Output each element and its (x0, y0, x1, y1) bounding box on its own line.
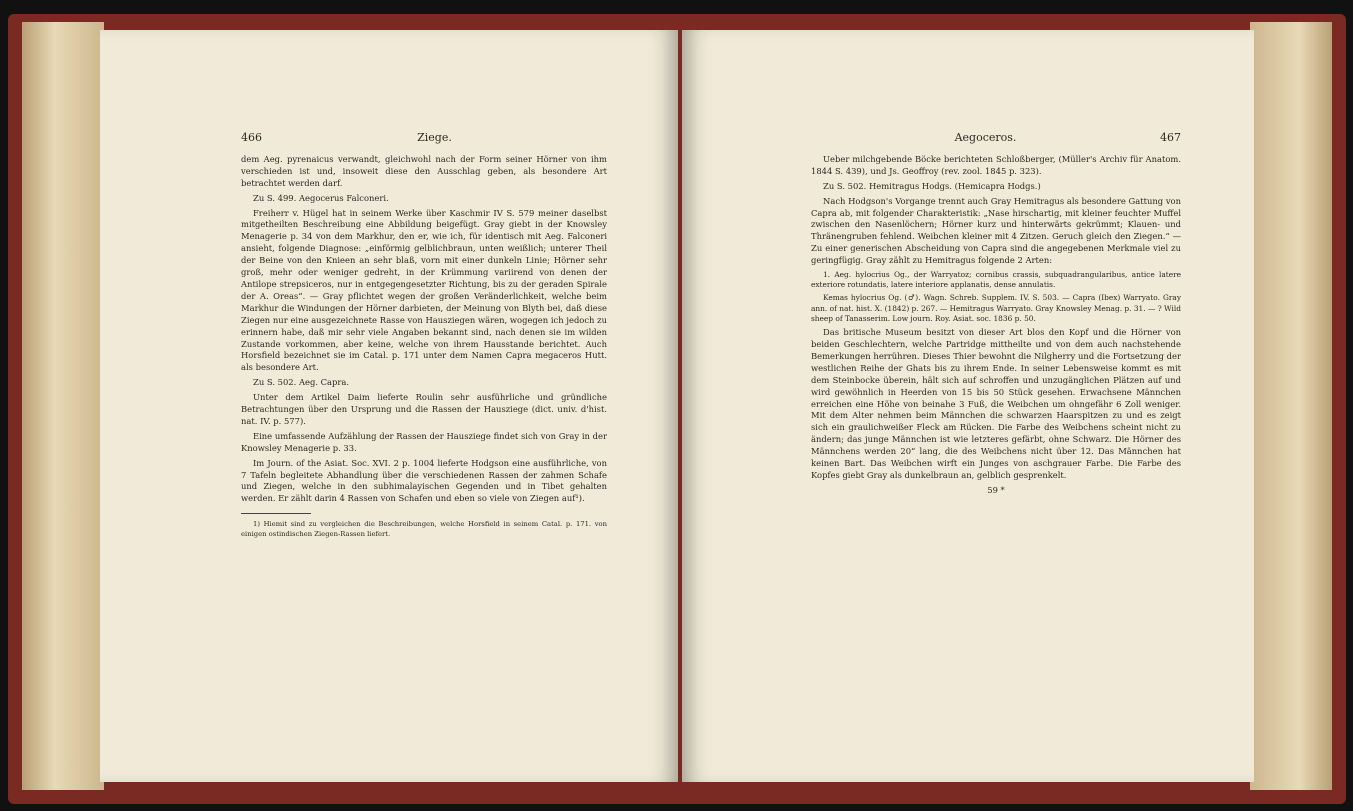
page-edges-right (1250, 22, 1332, 790)
running-head: Ziege. (417, 131, 452, 144)
synonymy: Kemas hylocrius Og. (♂). Wagn. Schreb. Supplem. IV. S. 503. — Capra (Ibex) Warryato. Gray ann. of nat. hist. X. (1842) p. 267. — Hemitragus Warryato. Gray Knowsley Menag. p. 31. — ? Wild sheep of Tanasserim. Low journ. Roy. Asiat. soc. 1836 p. 50. (811, 293, 1181, 323)
paragraph: Freiherr v. Hügel hat in seinem Werke über Kaschmir IV S. 579 meiner daselbst mitgetheilten Beschreibung eine Abbildung beigefügt. Gray giebt in der Knowsley Menagerie p. 34 von dem Markhur, den er, wie ich, für identisch mit Aeg. Falconeri ansieht, folgende Diagnose: „einförmig gelblichbraun, unten weißlich; unterer Theil der Beine von den Knieen an sehr blaß, vorn mit einer dunkeln Linie; Hörner sehr groß, mehr oder weniger gedreht, in der Krümmung variirend von denen der Antilope strepsiceros, nur in entgegengesetzter Richtung, bis zu der geraden Spirale der A. Oreas“. — Gray pflichtet wegen der großen Veränderlichkeit, welche beim Markhur die Windungen der Hörner darbieten, der Meinung von Blyth bei, daß diese Ziegen nur eine ausgezeichnete Rasse von Hausziegen wären, wogegen ich jedoch zu erinnern habe, daß mir sehr viele Angaben bekannt sind, nach denen sie im wilden Zustande vorkommen, aber keine, welche von ihrem Hausstande berichtet. Auch Horsfield bezeichnet sie im Catal. p. 171 unter dem Namen Capra megaceros Hutt. als besondere Art. (241, 207, 607, 373)
left-page (100, 30, 678, 782)
right-page-content (811, 132, 1181, 497)
paragraph: Unter dem Artikel Daim lieferte Roulin sehr ausführliche und gründliche Betrachtungen über den Ursprung und die Rassen der Hausziege (dict. univ. d'hist. nat. IV. p. 577). (241, 392, 607, 426)
footnote-rule (241, 513, 311, 514)
paragraph: Ueber milchgebende Böcke berichteten Schloßberger, (Müller's Archiv für Anatom. 1844 S. 439), und Js. Geoffroy (rev. zool. 1845 p. 323). (811, 153, 1181, 176)
section-heading: Zu S. 499. Aegocerus Falconeri. (253, 192, 389, 203)
paragraph: Eine umfassende Aufzählung der Rassen der Hausziege findet sich von Gray in der Knowsley Menagerie p. 33. (241, 430, 607, 453)
paragraph: Das britische Museum besitzt von dieser Art blos den Kopf und die Hörner von beiden Geschlechtern, welche Partridge mittheilte und von dem auch nachstehende Bemerkungen herrühren. Dieses Thier bewohnt die Nilgherry und die Fortsetzung der westlichen Reihe der Ghats bis zu ihrem Ende. In seiner Lebensweise kommt es mit dem Steinbocke überein, hält sich auf schroffen und unzugänglichen Plätzen auf und wird gewöhnlich in Heerden von 15 bis 50 Stück gesehen. Erwachsene Männchen erreichen eine Höhe von beinahe 3 Fuß, die Weibchen um ohngefähr 6 Zoll weniger. Mit dem Alter nehmen beim Männchen die schwarzen Haarspitzen zu und es zeigt sich ein graulichweißer Fleck am Rücken. Die Farbe des Weibchens scheint nicht zu ändern; das junge Männchen ist wie letzteres gefärbt, ohne Schwarz. Die Hörner des Männchens werden 20“ lang, die des Weibchens nicht über 12. Das Männchen hat keinen Bart. Das Weibchen wirft ein Junges von aschgrauer Farbe. Die Farbe des Kopfes giebt Gray als dunkelbraun an, gelblich gesprenkelt. (811, 327, 1181, 480)
running-head: Aegoceros. (954, 131, 1017, 144)
signature-mark: 59 * (987, 484, 1005, 495)
section-heading: Zu S. 502. Aeg. Capra. (253, 377, 350, 388)
page-edges-left (22, 22, 104, 790)
footnote: 1) Hiemit sind zu vergleichen die Beschreibungen, welche Horsfield in seinem Catal. p. 171. von einigen ostindischen Ziegen-Rassen liefert. (241, 520, 607, 538)
species-note: 1. Aeg. hylocrius Og., der Warryatoz; cornibus crassis, subquadrangularibus, antice latere exteriore rotundatis, latere interiore applanatis, dense annulatis. (811, 270, 1181, 290)
page-number: 466 (241, 131, 262, 144)
section-heading: Zu S. 502. Hemitragus Hodgs. (Hemicapra Hodgs.) (823, 180, 1041, 191)
left-page-content (241, 132, 607, 542)
left-running-header (241, 132, 607, 144)
paragraph: Nach Hodgson's Vorgange trennt auch Gray Hemitragus als besondere Gattung von Capra ab, mit folgender Charakteristik: „Nase hirschartig, mit kleiner feuchter Muffel zwischen den Nasenlöchern; Hörner kurz und hinterwärts gekrümmt; Klauen- und Thränengruben fehlend. Weibchen kleiner mit 4 Zitzen. Geruch gleich den Ziegen.“ — Zu einer generischen Abscheidung von Capra sind die angegebenen Merkmale viel zu geringfügig. Gray zählt zu Hemitragus folgende 2 Arten: (811, 195, 1181, 266)
right-running-header (811, 132, 1181, 144)
paragraph: Im Journ. of the Asiat. Soc. XVI. 2 p. 1004 lieferte Hodgson eine ausführliche, von 7 Tafeln begleitete Abhandlung über die verschiedenen Rassen der zahmen Schafe und Ziegen, welche in den subhimalayischen Gegenden und in Tibet gehalten werden. Er zählt darin 4 Rassen von Schafen und eben so viele von Ziegen auf¹). (241, 457, 607, 504)
right-page (682, 30, 1254, 782)
page-number: 467 (1160, 131, 1181, 144)
paragraph: dem Aeg. pyrenaicus verwandt, gleichwohl nach der Form seiner Hörner von ihm verschieden ist und, insoweit diese den Ausschlag geben, als besondere Art betrachtet werden darf. (241, 153, 607, 188)
